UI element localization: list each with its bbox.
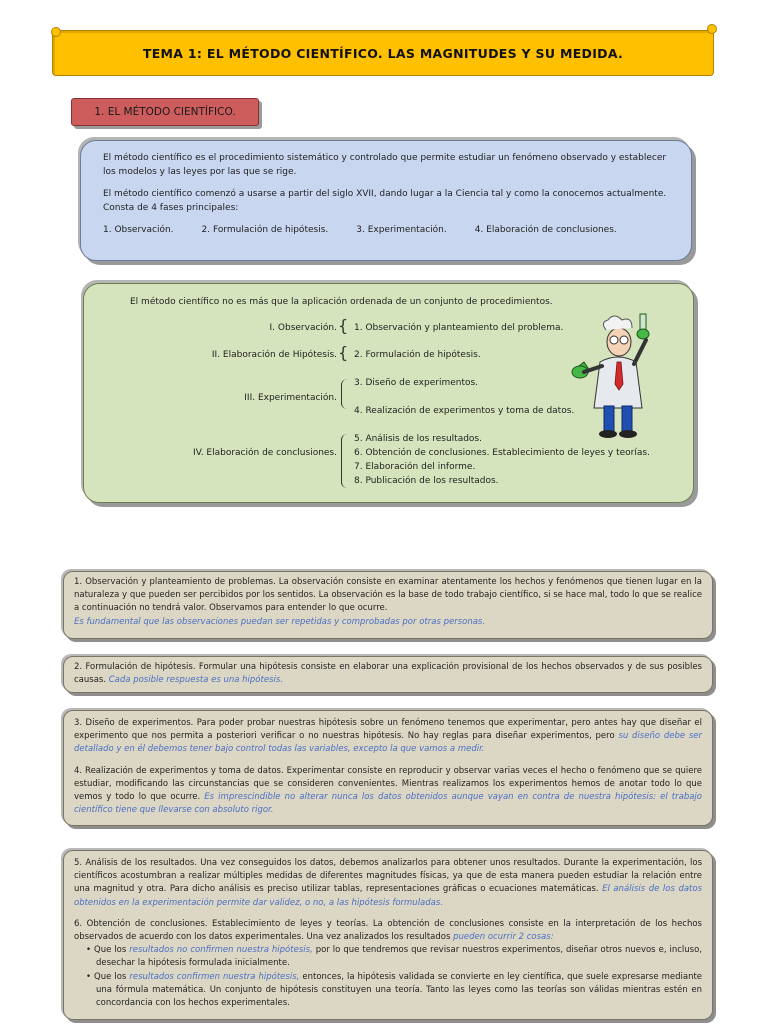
brace-1: { [338,316,349,335]
conclusions-text: 6. Obtención de conclusiones. Establecimiento de leyes y teorías. La obtención de conclusiones consiste en la interpretación de los hechos observados de acuerdo con los datos experimentales. Una vez analizados los resultados [74,918,702,943]
realization-text: 4. Realización de experimentos y toma de datos. Experimentar consiste en reproducir y observar varias veces el hecho o fenómeno que se quiere estudiar, modificando las circunstancias que se consideren convenientes. Mientras realizamos los experimentos hemos de anotar todo lo que vemos y todo lo que ocurre. [74,765,702,803]
group-label-1: I. Observación. [269,323,337,333]
procedure-intro: El método científico no es más que la aplicación ordenada de un conjunto de procedimientos. [130,297,553,307]
design-text: 3. Diseño de experimentos. Para poder probar nuestras hipótesis sobre un fenómeno tenemos que experimentar, pero antes hay que diseñar el experimento que nos permita a posteriori verificar o no nuestras hipótesis. No hay reglas para diseñar experimentos, pero [74,718,702,742]
group-label-3: III. Experimentación. [244,393,337,403]
group-4-item-3: 7. Elaboración del informe. [354,462,476,472]
conclusions-note: pueden ocurrir 2 cosas: [453,932,554,943]
section-label: 1. EL MÉTODO CIENTÍFICO. [71,98,259,126]
group-4-item-4: 8. Publicación de los resultados. [354,476,499,486]
conclusions-bullet-2 [74,971,702,1011]
group-3-item-1: 3. Diseño de experimentos. [354,378,479,388]
bullet-2-note: resultados confirmen nuestra hipótesis, [129,971,300,982]
scientist-illustration [570,300,666,440]
group-1-item-1: 1. Observación y planteamiento del problema. [354,323,564,333]
group-2-item-1: 2. Formulación de hipótesis. [354,350,481,360]
bullet-1-pre: • Que los [86,945,127,956]
phase-3: 3. Experimentación. [356,225,447,235]
intro-box [80,140,692,261]
bullet-2-pre: • Que los [86,971,127,982]
detail-box-experimentation [63,710,713,826]
observation-text: 1. Observación y planteamiento de problemas. La observación consiste en examinar atentamente los hechos y fenómenos que tienen lugar en la naturaleza y que pueden ser percibidos por los sentidos. La observación es la base de todo trabajo científico, si se hace mal, todo lo que se realice a continuación no tendrá valor. Observamos para entender lo que ocurre. [74,577,702,614]
bullet-2-post: entonces, la hipótesis validada se convierte en ley científica, que suele expresarse mediante una fórmula matemática. Un conjunto de hipótesis constituyen una teoría. Tanto las leyes como las teorías son válidas mientras estén en concordancia con los hechos experimentales. [96,971,703,1009]
page-title: TEMA 1: EL MÉTODO CIENTÍFICO. LAS MAGNITUDES Y SU MEDIDA. [142,45,624,61]
analysis-text: 5. Análisis de los resultados. Una vez conseguidos los datos, debemos analizarlos para obtener unos resultados. Durante la experimentación, los científicos acostumbran a realizar múltiples medidas de diferentes magnitudes físicas, ya que de esta manera pueden estudiar la relación entre una magnitud y otra. Para dicho análisis es preciso utilizar tablas, representaciones gráficas o ecuaciones matemáticas. [74,858,702,895]
group-label-2: II. Elaboración de Hipótesis. [211,350,337,360]
detail-box-hypothesis [63,656,713,693]
hypothesis-text: 2. Formulación de hipótesis. Formular una hipótesis consiste en elaborar una explicación provisional de los hechos observados y de sus posibles causas. [74,662,702,686]
detail-box-observation [63,571,713,639]
group-3-item-2: 4. Realización de experimentos y toma de datos. [354,406,575,416]
bullet-1-note: resultados no confirmen nuestra hipótesis, [129,945,313,956]
phase-2: 2. Formulación de hipótesis. [201,225,329,235]
phase-4: 4. Elaboración de conclusiones. [474,225,617,235]
bullet-1-post: por lo que tendremos que revisar nuestros experimentos, diseñar otros nuevos e, incluso, desechar la hipótesis formulada inicialmente. [96,945,703,969]
observation-note: Es fundamental que las observaciones puedan ser repetidas y comprobadas por otras personas. [74,616,486,627]
phase-1: 1. Observación. [103,225,174,235]
analysis-note: El análisis de los datos obtenidos en la experimentación permite dar validez, o no, a las hipótesis formuladas. [74,884,703,908]
brace-4 [341,434,347,488]
group-4-item-2: 6. Obtención de conclusiones. Establecimiento de leyes y teorías. [354,448,650,458]
group-label-4: IV. Elaboración de conclusiones. [193,448,337,458]
analysis-paragraph [74,857,702,910]
intro-paragraph-2: El método científico comenzó a usarse a partir del siglo XVII, dando lugar a la Ciencia tal y como la conocemos actualmente. Consta de 4 fases principales: [103,189,667,213]
design-paragraph [74,717,702,757]
phase-list [103,223,673,237]
observation-paragraph [74,576,702,629]
realization-note: Es imprescindible no alterar nunca los datos obtenidos aunque vayan en contra de nuestra hipótesis: el trabajo científico tiene que llevarse con absoluto rigor. [74,792,702,816]
brace-3 [341,379,347,409]
design-note: su diseño debe ser detallado y en él debemos tener bajo control todas las variables, excepto la que vamos a medir. [74,731,703,755]
brace-2: { [338,343,349,362]
hypothesis-paragraph [74,661,702,687]
detail-box-conclusions [63,850,713,1020]
hypothesis-note: Cada posible respuesta es una hipótesis. [108,675,283,686]
intro-paragraph-1: El método científico es el procedimiento sistemático y controlado que permite estudiar un fenómeno observado y establecer los modelos y las leyes por las que se rige. [103,153,667,177]
conclusions-paragraph [74,918,702,944]
conclusions-bullet-1 [74,944,702,970]
realization-paragraph [74,765,702,818]
title-banner [52,30,714,76]
group-4-item-1: 5. Análisis de los resultados. [354,434,482,444]
